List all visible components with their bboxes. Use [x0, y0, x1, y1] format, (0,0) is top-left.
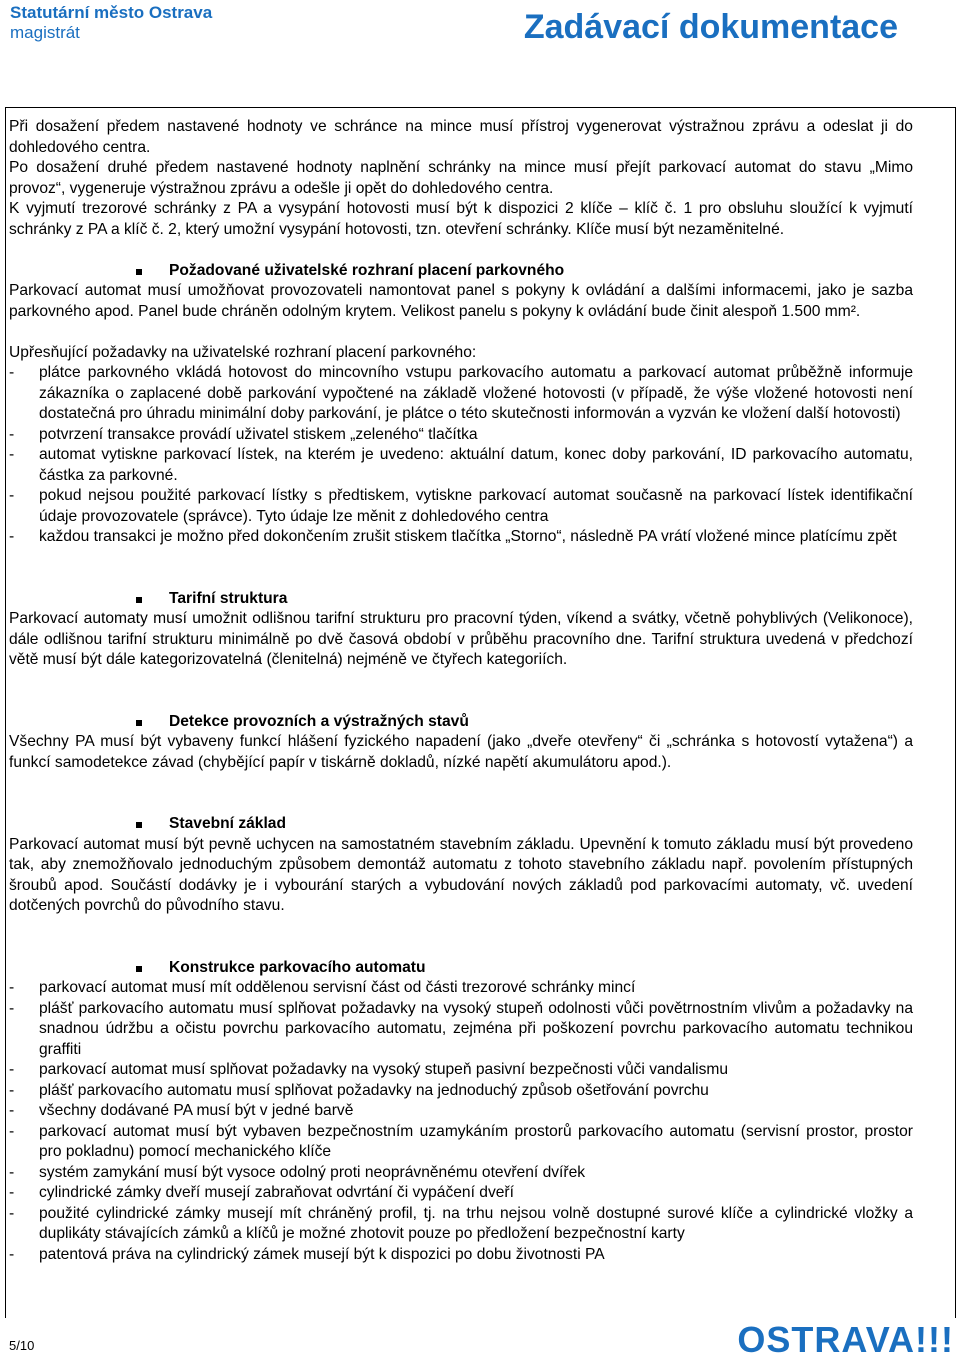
list-item: - pokud nejsou použité parkovací lístky s předtiskem, vytiskne parkovací automat současně na parkovací lístek identifikační údaje provozovatele (správce). Tyto údaje lze měnit z dohledového centra [9, 487, 913, 525]
document-title: Zadávací dokumentace [523, 8, 898, 46]
bullet-square-icon [136, 822, 142, 828]
list-item: - parkovací automat musí splňovat požadavky na vysoký stupeň pasivní bezpečnosti vůči vandalismu [9, 1061, 729, 1078]
list-item: - každou transakci je možno před dokončením zrušit stiskem tlačítka „Storno“, následně PA vrátí vložené mince platícímu zpět [9, 528, 897, 545]
intro-paragraph-1: Při dosažení předem nastavené hodnoty ve schránce na mince musí přístroj vygenerovat výstražnou zprávu a odeslat ji do dohledového centra. [9, 118, 913, 156]
list-item: - parkovací automat musí mít oddělenou servisní část od části trezorové schránky mincí [9, 979, 636, 996]
section-text-base: Parkovací automat musí být pevně uchycen na samostatném stavebním základu. Upevnění k tomuto základu musí být provedeno tak, aby znemožňovalo jednoduchým způsobem demontáž automatu z tohoto stavebního základu např. povolením přístupných šroubů apod. Součástí dodávky je i vybourání starých a vybudování nových základů pod parkovacími automaty, vč. uvedení dotčených povrchů do původního stavu. [9, 835, 913, 914]
list-item: - všechny dodávané PA musí být v jedné barvě [9, 1102, 354, 1119]
ostrava-logo: OSTRAVA!!! [737, 1319, 954, 1360]
section-subheading-ui: Upřesňující požadavky na uživatelské rozhraní placení parkovného: [9, 343, 477, 361]
section-heading-construct: Konstrukce parkovacího automatu [9, 958, 913, 979]
list-item: - patentová práva na cylindrický zámek musejí být k dispozici po dobu životnosti PA [9, 1245, 605, 1263]
list-item: - parkovací automat musí být vybaven bezpečnostním uzamykáním prostorů parkovacího automatu (servisní prostor, prostor pro pokladnu) pomocí mechanického klíče [9, 1122, 913, 1160]
office-name: magistrát [10, 23, 80, 42]
intro-paragraph-2: Po dosažení druhé předem nastavené hodnoty naplnění schránky na mince musí přejít parkovací automat do stavu „Mimo provoz“, vygeneruje výstražnou zprávu a odešle ji opět do dohledového centra. [9, 159, 913, 197]
section-text-tariff: Parkovací automaty musí umožnit odlišnou tarifní strukturu pro pracovní týden, víkend a svátky, včetně pohyblivých (Velikonoce), dále odlišnou tarifní strukturu minimálně po dvě časová období v průběhu pracovního dne. Tarifní struktura uvedená v předchozí větě musí být dále kategorizovatelná (členitelná) nejméně ve čtyřech kategoriích. [9, 610, 913, 668]
section-heading-tariff: Tarifní struktura [9, 589, 913, 610]
section-text-detect: Všechny PA musí být vybaveny funkcí hlášení fyzického napadení (jako „dveře otevřeny“ či „schránka s hotovostí vytažena“) a funkcí samodetekce závad (chybějící papír v tiskárně dokladů, nízké napětí akumulátoru apod.). [9, 733, 913, 771]
list-item: - potvrzení transakce provádí uživatel stiskem „zeleného“ tlačítka [9, 425, 478, 443]
page-number: 5/10 [9, 1338, 35, 1353]
bullet-square-icon [136, 269, 142, 275]
document-body [9, 117, 913, 1265]
list-item: - cylindrické zámky dveří musejí zabraňovat odvrtání či vypáčení dveří [9, 1184, 514, 1201]
list-item: - použité cylindrické zámky musejí mít chráněný profil, tj. na trhu nejsou volně dostupné surové klíče a cylindrické vložky a duplikáty stávajících zámků a klíčů je možné zhotovit pouze po předložení bezpečnostní karty [9, 1204, 913, 1242]
section-heading-detect: Detekce provozních a výstražných stavů [9, 712, 913, 733]
bullet-square-icon [136, 597, 142, 603]
intro-paragraph-3: K vyjmutí trezorové schránky z PA a vysypání hotovosti musí být k dispozici 2 klíče – klíč č. 1 pro obsluhu sloužící k vyjmutí schránky z PA a klíč č. 2, který umožní vysypání hotovosti, tzn. otevření schránky. Klíče musí být nezaměnitelné. [9, 200, 913, 238]
list-item: - systém zamykání musí být vysoce odolný proti neoprávněnému otevření dvířek [9, 1163, 586, 1181]
list-item: - plátce parkovného vkládá hotovost do mincovního vstupu parkovacího automatu a parkovací automat průběžně informuje zákazníka o zaplacené době parkování vypočtené na základě vložené hotovosti (v případě, že výše vložené hotovosti není dostatečná pro úhradu minimální doby parkování, je plátce o této skutečnosti informován a vyzván ke vložení další hotovosti) [9, 364, 913, 422]
section-text-ui: Parkovací automat musí umožňovat provozovateli namontovat panel s pokyny k ovládání a dalšími informacemi, jako je sazba parkovného apod. Panel bude chráněn odolným krytem. Velikost panelu s pokyny k ovládání bude činit alespoň 1.500 mm². [9, 282, 913, 320]
city-name: Statutární město Ostrava [10, 3, 213, 22]
section-heading-ui: Požadované uživatelské rozhraní placení parkovného [9, 261, 913, 282]
list-item: - plášť parkovacího automatu musí splňovat požadavky na vysoký stupeň odolnosti vůči povětrnostním vlivům a požadavky na snadnou údržbu a očistu povrchu parkovacího automatu, zejména při poškození povrchu parkovacího automatu technikou graffiti [9, 999, 913, 1058]
header-left [10, 3, 212, 43]
list-item: - automat vytiskne parkovací lístek, na kterém je uvedeno: aktuální datum, konec doby parkování, ID parkovacího automatu, částka za parkovné. [9, 446, 913, 484]
section-heading-base: Stavební základ [9, 814, 913, 835]
list-item: - plášť parkovacího automatu musí splňovat požadavky na jednoduchý způsob ošetřování povrchu [9, 1081, 709, 1099]
bullet-square-icon [136, 720, 142, 726]
bullet-square-icon [136, 966, 142, 972]
